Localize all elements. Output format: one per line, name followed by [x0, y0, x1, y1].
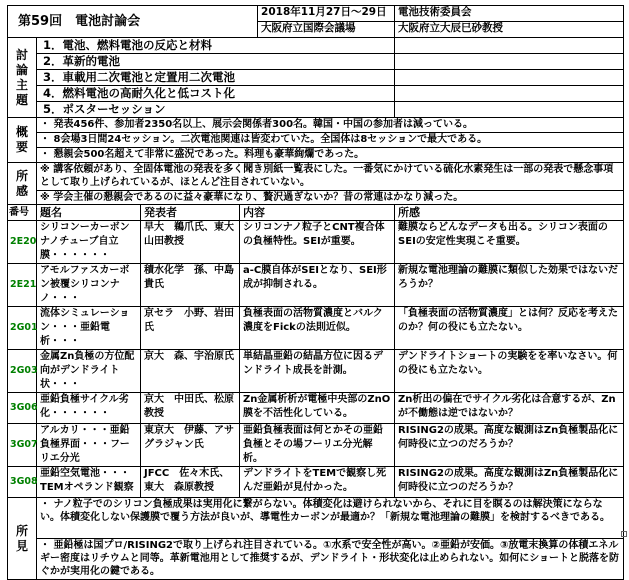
topic-empty-5: [395, 102, 624, 118]
overview-label-text: 概要: [16, 125, 29, 154]
topic-item-2: 2．革新的電池: [37, 54, 395, 70]
corner-marker: [621, 531, 627, 537]
topic-row: [8, 102, 624, 118]
paper-number: 2E21: [8, 264, 37, 307]
impression-row: [8, 163, 624, 191]
paper-row: [8, 350, 624, 393]
col-header-presenter: 発表者: [141, 205, 240, 221]
paper-presenter: 東京大 伊藤、アサグラジャン氏: [141, 424, 240, 467]
topic-item-3: 3．車載用二次電池と定置用二次電池: [37, 70, 395, 86]
overview-item-2: ・ 8会場3日間24セッション。二次電池関連は皆変わていた。全国体は8セッションで最大である。: [37, 133, 624, 148]
paper-content: a-C膜自体がSEIとなり、SEI形成が抑制される。: [240, 264, 395, 307]
paper-number: 2G03: [8, 350, 37, 393]
summary-item-2: ・ 亜鉛極は国プロ/RISING2で取り上げられ注目されている。①水系で安全性が高い。②亜鉛が安価。③放電末換算の体積エネルギー密度はリチウムと同等。革新電池用として推奨するが、デンドライト・形状変化は止められない。如何にショートと脱落を防ぐかが実用化の鍵である。: [37, 539, 624, 580]
committee-name: 電池技術委員会: [395, 6, 624, 22]
paper-presenter: JFCC 佐々木氏、東大 森原教授: [141, 467, 240, 498]
paper-title: 金属Zn負極の方位配向がデンドライト状・・・: [37, 350, 141, 393]
paper-title: アルカリ・・・亜鉛負極界面・・・フーリエ分光: [37, 424, 141, 467]
col-header-content: 内容: [240, 205, 395, 221]
paper-content: シリコンナノ粒子とCNT複合体の負極特性。SEIが重要。: [240, 221, 395, 264]
paper-impression: Zn析出の偏在でサイクル劣化は合意するが、Znが不働態は逆ではないか？: [395, 393, 624, 424]
summary-row: [8, 498, 624, 539]
paper-header-row: [8, 205, 624, 221]
impression-item-1: ※ 講客依頼があり、全固体電池の発表を多く聞き別紙一覧表にした。一番気にかけている硫化水素発生は一部の発表で懸念事項として取り上げられているが、ほとんど注目されていない。: [37, 163, 624, 191]
header-row-1: [8, 6, 624, 22]
overview-item-3: ・ 懇親会500名超えて非常に盛況であった。料理も豪華絢爛であった。: [37, 148, 624, 163]
impression-row: [8, 191, 624, 205]
topic-empty-1: [395, 38, 624, 54]
paper-impression: 難膜ならどんなデータも出る。シリコン表面のSEIの安定性実現こそ重要。: [395, 221, 624, 264]
overview-side-label: [8, 118, 37, 163]
paper-content: デンドライトをTEMで観察し死んだ亜鉛が見付かった。: [240, 467, 395, 498]
topic-row: [8, 70, 624, 86]
reporter: 大阪府立大辰巳砂教授: [395, 22, 624, 38]
topic-empty-4: [395, 86, 624, 102]
paper-number: 2E20: [8, 221, 37, 264]
topic-item-1: 1．電池、燃料電池の反応と材料: [37, 38, 395, 54]
paper-presenter: 京大 中田氏、松原教授: [141, 393, 240, 424]
paper-content: 負極表面の活物質濃度とバルク濃度をFickの法則近似。: [240, 307, 395, 350]
paper-content: Zn金属析析が電極中央部のZnO膜を不活性化している。: [240, 393, 395, 424]
paper-row: [8, 221, 624, 264]
impressions-label-text: 所感: [16, 168, 29, 198]
report-page: [7, 5, 623, 577]
topic-empty-2: [395, 54, 624, 70]
col-header-title: 題名: [37, 205, 141, 221]
paper-impression: RISING2の成果。高度な観測はZn負極製品化に何時役に立つのだろうか？: [395, 424, 624, 467]
impression-item-2: ※ 学会主催の懇親会であるのに益々豪華になり、贅沢過ぎないか？昔の常連はかなり減った。: [37, 191, 624, 205]
topics-label-text: 討論主題: [16, 47, 29, 107]
summary-label-text: 所見: [16, 523, 29, 553]
report-title: 第59回 電池討論会: [8, 6, 258, 38]
paper-title: シリコンーカーボンナノチューブ自立膜・・・・・・: [37, 221, 141, 264]
paper-presenter: 積水化学 孫、中島貴氏: [141, 264, 240, 307]
paper-impression: 新規な電池理論の難膜に類似した効果ではないだろうか？: [395, 264, 624, 307]
paper-title: 亜鉛空気電池・・・TEMオペランド観察: [37, 467, 141, 498]
paper-row: [8, 393, 624, 424]
paper-presenter: 早大 鵜爪氏、東大 山田教授: [141, 221, 240, 264]
topic-item-5: 5．ポスターセッション: [37, 102, 395, 118]
paper-title: 流体シミュレーション・・・亜鉛電析・・・: [37, 307, 141, 350]
paper-presenter: 京大 森、宇治原氏: [141, 350, 240, 393]
paper-presenter: 京セラ 小野、岩田氏: [141, 307, 240, 350]
col-header-number: 番号: [8, 205, 37, 221]
report-date: 2018年11月27日～29日: [258, 6, 395, 22]
summary-item-1: ・ ナノ粒子でのシリコン負極成果は実用化に繋がらない。体積変化は避けられないから、それに目を瞑るのは解決策にならない。体積変化しない保護膜で覆う方法が良いが、導電性カーボンが最適か？「新規な電池理論の難膜」を検討するべきである。: [37, 498, 624, 539]
col-header-impression: 所感: [395, 205, 624, 221]
topic-empty-3: [395, 70, 624, 86]
paper-row: [8, 264, 624, 307]
paper-title: アモルファスカーボン被覆シリコンナノ・・・: [37, 264, 141, 307]
summary-row: [8, 539, 624, 580]
paper-content: 単結晶亜鉛の結晶方位に因るデンドライト成長を計測。: [240, 350, 395, 393]
paper-impression: RISING2の成果。高度な観測はZn負極製品化に何時役に立つのだろうか？: [395, 467, 624, 498]
report-table: [7, 5, 624, 580]
topic-row: [8, 54, 624, 70]
paper-number: 3G06: [8, 393, 37, 424]
paper-number: 3G07: [8, 424, 37, 467]
topic-row: [8, 38, 624, 54]
paper-title: 亜鉛負極サイクル劣化・・・・・・: [37, 393, 141, 424]
topic-item-4: 4．燃料電池の高耐久化と低コスト化: [37, 86, 395, 102]
impressions-side-label: [8, 163, 37, 205]
topics-side-label: [8, 38, 37, 118]
paper-number: 2G01: [8, 307, 37, 350]
overview-row: [8, 148, 624, 163]
overview-item-1: ・ 発表456件、参加者2350名以上、展示会関係者300名。韓国・中国の参加者は減っている。: [37, 118, 624, 133]
overview-row: [8, 133, 624, 148]
paper-row: [8, 424, 624, 467]
paper-impression: 「負極表面の活物質濃度」とは何？反応を考えたのか？何の役にも立たない。: [395, 307, 624, 350]
paper-impression: デンドライトショートの実験をを率いなさい。何の役にも立たない。: [395, 350, 624, 393]
venue: 大阪府立国際会議場: [258, 22, 395, 38]
paper-content: 亜鉛負極表面は何とかその亜鉛負極とその場フーリエ分光解析。: [240, 424, 395, 467]
topic-row: [8, 86, 624, 102]
summary-side-label: [8, 498, 37, 580]
paper-number: 3G08: [8, 467, 37, 498]
paper-row: [8, 467, 624, 498]
overview-row: [8, 118, 624, 133]
paper-row: [8, 307, 624, 350]
